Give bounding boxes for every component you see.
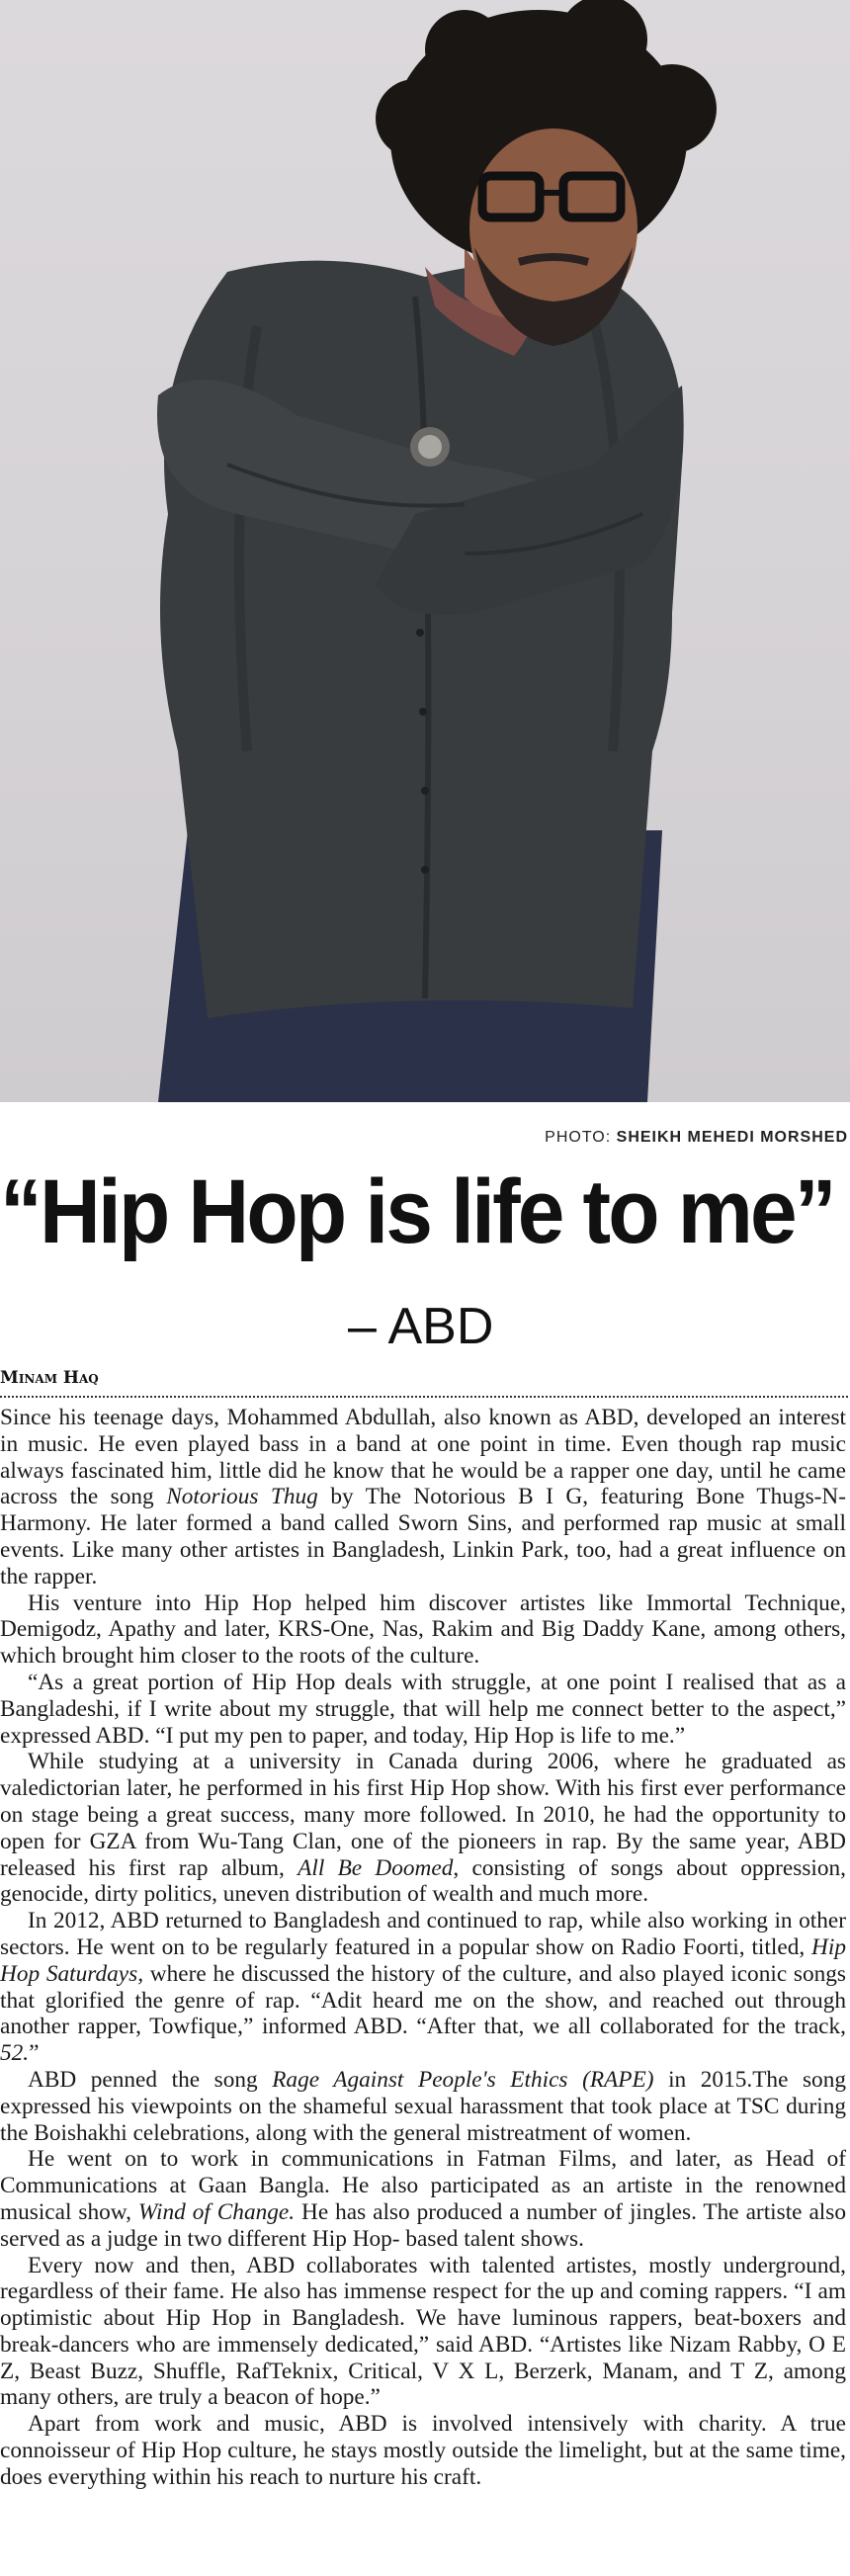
paragraph-text: ABD penned the song — [28, 2066, 273, 2093]
paragraph-text: Since his teenage days, Mohammed Abdullah, also known as ABD, developed an interest in music. He even played bass in a band at one point in time. Even though rap music always fascinated him, little did he know that he would be a rapper one day, until he came across the song — [0, 1405, 846, 1510]
italic-title: Wind of Change. — [137, 2198, 296, 2225]
paragraph-text: He went on to work in communications in Fatman Films, and later, as Head of Communications at Gaan Bangla. He also participated as an artiste in the renowned musical show, — [0, 2146, 846, 2225]
article-paragraph — [0, 1908, 846, 2067]
photographer-name: SHEIKH MEHEDI MORSHED — [616, 1129, 848, 1146]
portrait-illustration — [0, 0, 850, 1102]
headline-attribution: – ABD — [348, 1298, 494, 1355]
paragraph-text: where he discussed the history of the culture, and also played iconic songs that glorified the genre of rap. “Adit heard me on the show, and reached out through another rapper, Towfique,” informed ABD. “After that, we all collaborated for the track, — [0, 1960, 847, 2040]
paragraph-text: “As a great portion of Hip Hop deals with struggle, at one point I realised that as a Bangladeshi, if I write about my struggle, that will help me connect better to the aspect,” expressed ABD. “I put my pen to paper, and today, Hip Hop is life to me.” — [0, 1669, 846, 1749]
paragraph-text: While studying at a university in Canada during 2006, where he graduated as valedictorian later, he performed in his first Hip Hop show. With his first ever performance on stage being a great success, many more followed. In 2010, he had the opportunity to open for GZA from Wu-Tang Clan, one of the pioneers in rap. By the same year, ABD released his first rap album, — [0, 1749, 846, 1881]
portrait-photo — [0, 0, 850, 1102]
paragraph-text: In 2012, ABD returned to Bangladesh and continued to rap, while also working in other sectors. He went on to be regularly featured in a popular show on Radio Foorti, titled, — [0, 1908, 846, 1960]
headline: “Hip Hop is life to me” — [0, 1161, 834, 1262]
paragraph-text: by The Notorious B I G, featuring Bone Thugs-N-Harmony. He later formed a band called Sworn Sins, and performed rap music at small events. Like many other artistes in Bangladesh, Linkin Park, too, had a great influence on the rapper. — [0, 1484, 847, 1589]
paragraph-text: He has also produced a number of jingles. The artiste also served as a judge in two different Hip Hop- based talent shows. — [0, 2198, 846, 2252]
paragraph-text: , consisting of songs about oppression, genocide, dirty politics, uneven distribution of wealth and much more. — [0, 1854, 846, 1908]
italic-title: All Be Doomed — [298, 1854, 454, 1881]
photo-credit-label: PHOTO: — [545, 1129, 612, 1146]
italic-title: Rage Against People's Ethics (RAPE) — [272, 2066, 654, 2093]
italic-title: Notorious Thug — [166, 1484, 318, 1510]
paragraph-text: in 2015.The song expressed his viewpoints on the shameful sexual harassment that took place at TSC during the Boishakhi celebrations, along with the general mistreatment of women. — [0, 2066, 846, 2146]
article-paragraph — [0, 1405, 846, 1590]
photo-credit — [545, 1129, 848, 1147]
article-paragraph — [0, 1590, 846, 1670]
dotted-divider — [0, 1396, 848, 1398]
paragraph-text: Apart from work and music, ABD is involved intensively with charity. A true connoisseur of Hip Hop culture, he stays mostly outside the limelight, but at the same time, does everything within his reach to nurture his craft. — [0, 2411, 846, 2490]
article-paragraph — [0, 2146, 846, 2252]
article-paragraph — [0, 1749, 846, 1908]
italic-title: Hip Hop Saturdays, — [0, 1933, 846, 1987]
article-paragraph — [0, 2411, 846, 2490]
paragraph-text: ” — [29, 2040, 40, 2067]
byline: Minam Haq — [0, 1368, 99, 1388]
paragraph-text: Every now and then, ABD collaborates with talented artistes, mostly underground, regardless of their fame. He also has immense respect for the up and coming rappers. “I am optimistic about Hip Hop in Bangladesh. We have luminous rappers, beat-boxers and break-dancers who are immensely dedicated,” said ABD. “Artistes like Nizam Rabby, O E Z, Beast Buzz, Shuffle, RafTeknix, Critical, V X L, Berzerk, Manam, and T Z, among many others, are truly a beacon of hope.” — [0, 2252, 846, 2411]
article-paragraph — [0, 2253, 846, 2412]
paragraph-text: His venture into Hip Hop helped him discover artistes like Immortal Technique, Demigodz, Apathy and later, KRS-One, Nas, Rakim and Big Daddy Kane, among others, which brought him closer to the roots of the culture. — [0, 1589, 846, 1670]
italic-title: 52. — [0, 2040, 30, 2067]
article-paragraph — [0, 1670, 846, 1749]
article-paragraph — [0, 2067, 846, 2146]
article-body — [0, 1405, 846, 2491]
